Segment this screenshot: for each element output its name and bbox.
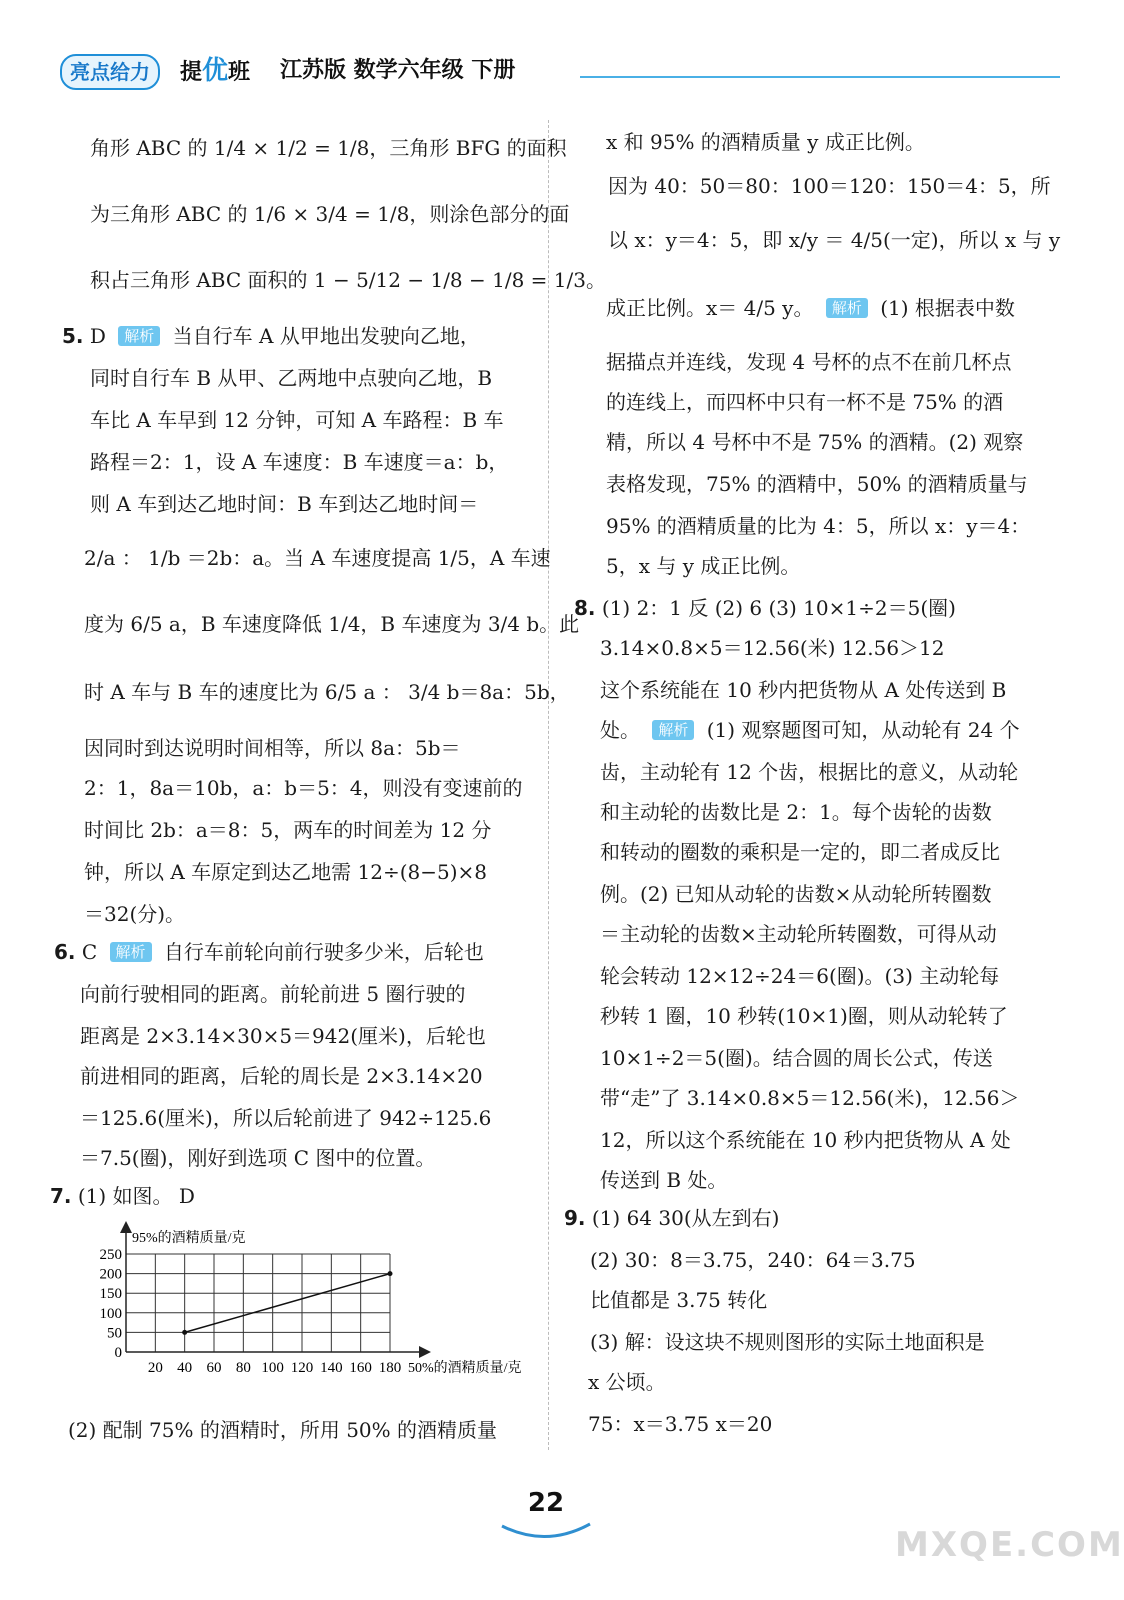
text-line: 前进相同的距离，后轮的周长是 2×3.14×20 <box>80 1064 483 1088</box>
x-tick-label: 60 <box>206 1360 222 1376</box>
y-tick-label: 150 <box>99 1286 122 1303</box>
jiexi-tag: 解析 <box>118 326 160 346</box>
page-number: 22 <box>527 1488 565 1518</box>
text-line: ＝32(分)。 <box>84 902 186 926</box>
jiexi-tag: 解析 <box>826 298 868 318</box>
question-number: 6. <box>54 940 76 964</box>
y-tick-label: 50 <box>107 1325 122 1342</box>
alcohol-mass-chart <box>78 1220 522 1410</box>
series-title-part: 班 <box>228 60 251 85</box>
page-number-swoosh <box>498 1522 594 1542</box>
text-line: 精，所以 4 号杯中不是 75% 的酒精。(2) 观察 <box>606 430 1024 454</box>
text-line: 3.14×0.8×5＝12.56(米) 12.56＞12 <box>600 636 945 660</box>
text-line-with-tag <box>606 288 1015 328</box>
series-title <box>180 52 250 92</box>
text-line: 这个系统能在 10 秒内把货物从 A 处传送到 B <box>600 678 1007 702</box>
text-line: (1) 观察题图可知，从动轮有 24 个 <box>706 718 1020 742</box>
question-7-header <box>50 1176 195 1216</box>
x-tick-label: 160 <box>349 1360 372 1376</box>
x-tick-label: 40 <box>177 1360 193 1376</box>
text-line: 当自行车 A 从甲地出发驶向乙地， <box>172 324 480 348</box>
jiexi-tag: 解析 <box>110 942 152 962</box>
text-line: 95% 的酒精质量的比为 4：5，所以 x：y＝4： <box>606 514 1031 538</box>
text-line: 75：x＝3.75 x＝20 <box>588 1412 773 1436</box>
text-line: (1) 64 30(从左到右) <box>591 1206 780 1230</box>
text-line: 表格发现，75% 的酒精中，50% 的酒精质量与 <box>606 472 1028 496</box>
answer: C <box>81 940 98 964</box>
text-line: 2：1，8a＝10b，a：b＝5：4，则没有变速前的 <box>84 776 523 800</box>
text-line: 和主动轮的齿数比是 2：1。每个齿轮的齿数 <box>600 800 992 824</box>
y-tick-labels <box>100 1247 123 1361</box>
question-5-header <box>62 316 480 356</box>
series-title-highlight: 优 <box>202 56 229 86</box>
column-divider <box>548 120 549 1450</box>
y-tick-label: 250 <box>99 1247 122 1263</box>
text-line: 因同时到达说明时间相等，所以 8a：5b＝ <box>84 736 461 760</box>
text-line: 轮会转动 12×12÷24＝6(圈)。(3) 主动轮每 <box>600 964 1000 988</box>
question-8-header <box>574 588 956 628</box>
question-9-header <box>564 1198 779 1238</box>
text-line: 10×1÷2＝5(圈)。结合圆的周长公式，传送 <box>600 1046 993 1070</box>
text-line: 例。(2) 已知从动轮的齿数×从动轮所转圈数 <box>600 882 992 906</box>
text-line: 时间比 2b：a＝8：5，两车的时间差为 12 分 <box>84 818 492 842</box>
text-line: 带“走”了 3.14×0.8×5＝12.56(米)，12.56＞ <box>600 1086 1020 1110</box>
text-line: 齿，主动轮有 12 个齿，根据比的意义，从动轮 <box>600 760 1019 784</box>
brand-badge: 亮点给力 <box>60 54 160 90</box>
text-line: 向前行驶相同的距离。前轮前进 5 圈行驶的 <box>80 982 466 1006</box>
text-line: 距离是 2×3.14×30×5＝942(厘米)，后轮也 <box>80 1024 486 1048</box>
text-line: 自行车前轮向前行驶多少米，后轮也 <box>163 940 484 964</box>
series-line <box>185 1274 390 1333</box>
text-line: (2) 配制 75% 的酒精时，所用 50% 的酒精质量 <box>68 1418 498 1442</box>
text-line: x 和 95% 的酒精质量 y 成正比例。 <box>606 130 925 154</box>
text-line: 处。 <box>600 718 640 742</box>
text-line: 因为 40：50＝80：100＝120：150＝4：5，所 <box>608 174 1051 198</box>
text-line: (3) 解：设这块不规则图形的实际土地面积是 <box>590 1330 985 1354</box>
text-line: 的连线上，而四杯中只有一杯不是 75% 的酒 <box>606 390 1004 414</box>
text-line: (2) 30：8＝3.75，240：64＝3.75 <box>590 1248 916 1272</box>
text-line: 钟，所以 A 车原定到达乙地需 12÷(8−5)×8 <box>84 860 488 884</box>
chart-grid <box>126 1254 390 1352</box>
text-line: 同时自行车 B 从甲、乙两地中点驶向乙地，B <box>90 366 493 390</box>
x-tick-label: 80 <box>235 1360 251 1376</box>
text-line: 路程＝2：1，设 A 车速度：B 车速度＝a：b， <box>90 450 509 474</box>
question-number: 9. <box>564 1206 586 1230</box>
data-point <box>182 1330 187 1335</box>
text-line: 12，所以这个系统能在 10 秒内把货物从 A 处 <box>600 1128 1011 1152</box>
question-6-header <box>54 932 484 972</box>
text-line: 据描点并连线，发现 4 号杯的点不在前几杯点 <box>606 350 1012 374</box>
text-line: 时 A 车与 B 车的速度比为 6/5 a ： 3/4 b＝8a：5b， <box>84 680 570 704</box>
text-line: 秒转 1 圈，10 秒转(10×1)圈，则从动轮转了 <box>600 1004 1008 1028</box>
text-line: 积占三角形 ABC 面积的 1 − 5/12 − 1/8 − 1/8 = 1/3。 <box>90 268 606 292</box>
y-axis-label: 95%的酒精质量/克 <box>132 1231 246 1246</box>
text-line: 则 A 车到达乙地时间：B 车到达乙地时间＝ <box>90 492 479 516</box>
x-tick-label: 140 <box>320 1360 343 1376</box>
page-header <box>60 52 1060 96</box>
jiexi-tag: 解析 <box>652 720 694 740</box>
x-tick-label: 20 <box>147 1360 163 1376</box>
text-line: 传送到 B 处。 <box>600 1168 728 1192</box>
y-tick-label: 0 <box>114 1345 122 1361</box>
watermark: MXQE.COM <box>895 1525 1124 1565</box>
question-number: 8. <box>574 596 596 620</box>
text-line: (1) 根据表中数 <box>880 296 1015 320</box>
answer: D <box>89 324 106 348</box>
text-line: (1) 如图。 D <box>77 1184 195 1208</box>
text-line: 成正比例。x＝ 4/5 y。 <box>606 296 814 320</box>
text-line: 比值都是 3.75 转化 <box>590 1288 768 1312</box>
text-line: 角形 ABC 的 1/4 × 1/2 = 1/8，三角形 BFG 的面积 <box>90 136 567 160</box>
data-point <box>388 1271 393 1276</box>
text-line: ＝7.5(圈)，刚好到选项 C 图中的位置。 <box>80 1146 436 1170</box>
text-line: ＝125.6(厘米)，所以后轮前进了 942÷125.6 <box>80 1106 492 1130</box>
y-tick-label: 200 <box>99 1266 122 1283</box>
text-line: 2/a ： 1/b ＝2b：a。当 A 车速度提高 1/5，A 车速 <box>84 546 551 570</box>
question-number: 5. <box>62 324 84 348</box>
x-tick-label: 180 <box>378 1360 402 1376</box>
text-line: ＝主动轮的齿数×主动轮所转圈数，可得从动 <box>600 922 997 946</box>
text-line: (1) 2：1 反 (2) 6 (3) 10×1÷2＝5(圈) <box>601 596 956 620</box>
text-line: 度为 6/5 a，B 车速度降低 1/4，B 车速度为 3/4 b。此 <box>84 612 580 636</box>
text-line: 以 x：y＝4：5，即 x/y ＝ 4/5(一定)，所以 x 与 y <box>608 228 1061 252</box>
text-line-with-tag <box>600 710 1020 750</box>
text-line: 5，x 与 y 成正比例。 <box>606 554 801 578</box>
series-title-part: 提 <box>180 60 203 85</box>
y-tick-label: 100 <box>99 1305 122 1322</box>
x-tick-label: 100 <box>261 1360 284 1376</box>
text-line: 和转动的圈数的乘积是一定的，即二者成反比 <box>600 840 1000 864</box>
question-number: 7. <box>50 1184 72 1208</box>
edition-title: 江苏版 数学六年级 下册 <box>280 58 516 83</box>
x-axis-label: 50%的酒精质量/克 <box>408 1361 522 1376</box>
x-tick-label: 120 <box>290 1360 314 1376</box>
text-line: x 公顷。 <box>588 1370 666 1394</box>
text-line: 为三角形 ABC 的 1/6 × 3/4 = 1/8，则涂色部分的面 <box>90 202 570 226</box>
header-rule <box>580 76 1060 78</box>
x-tick-labels <box>148 1360 401 1376</box>
text-line: 车比 A 车早到 12 分钟，可知 A 车路程：B 车 <box>90 408 504 432</box>
